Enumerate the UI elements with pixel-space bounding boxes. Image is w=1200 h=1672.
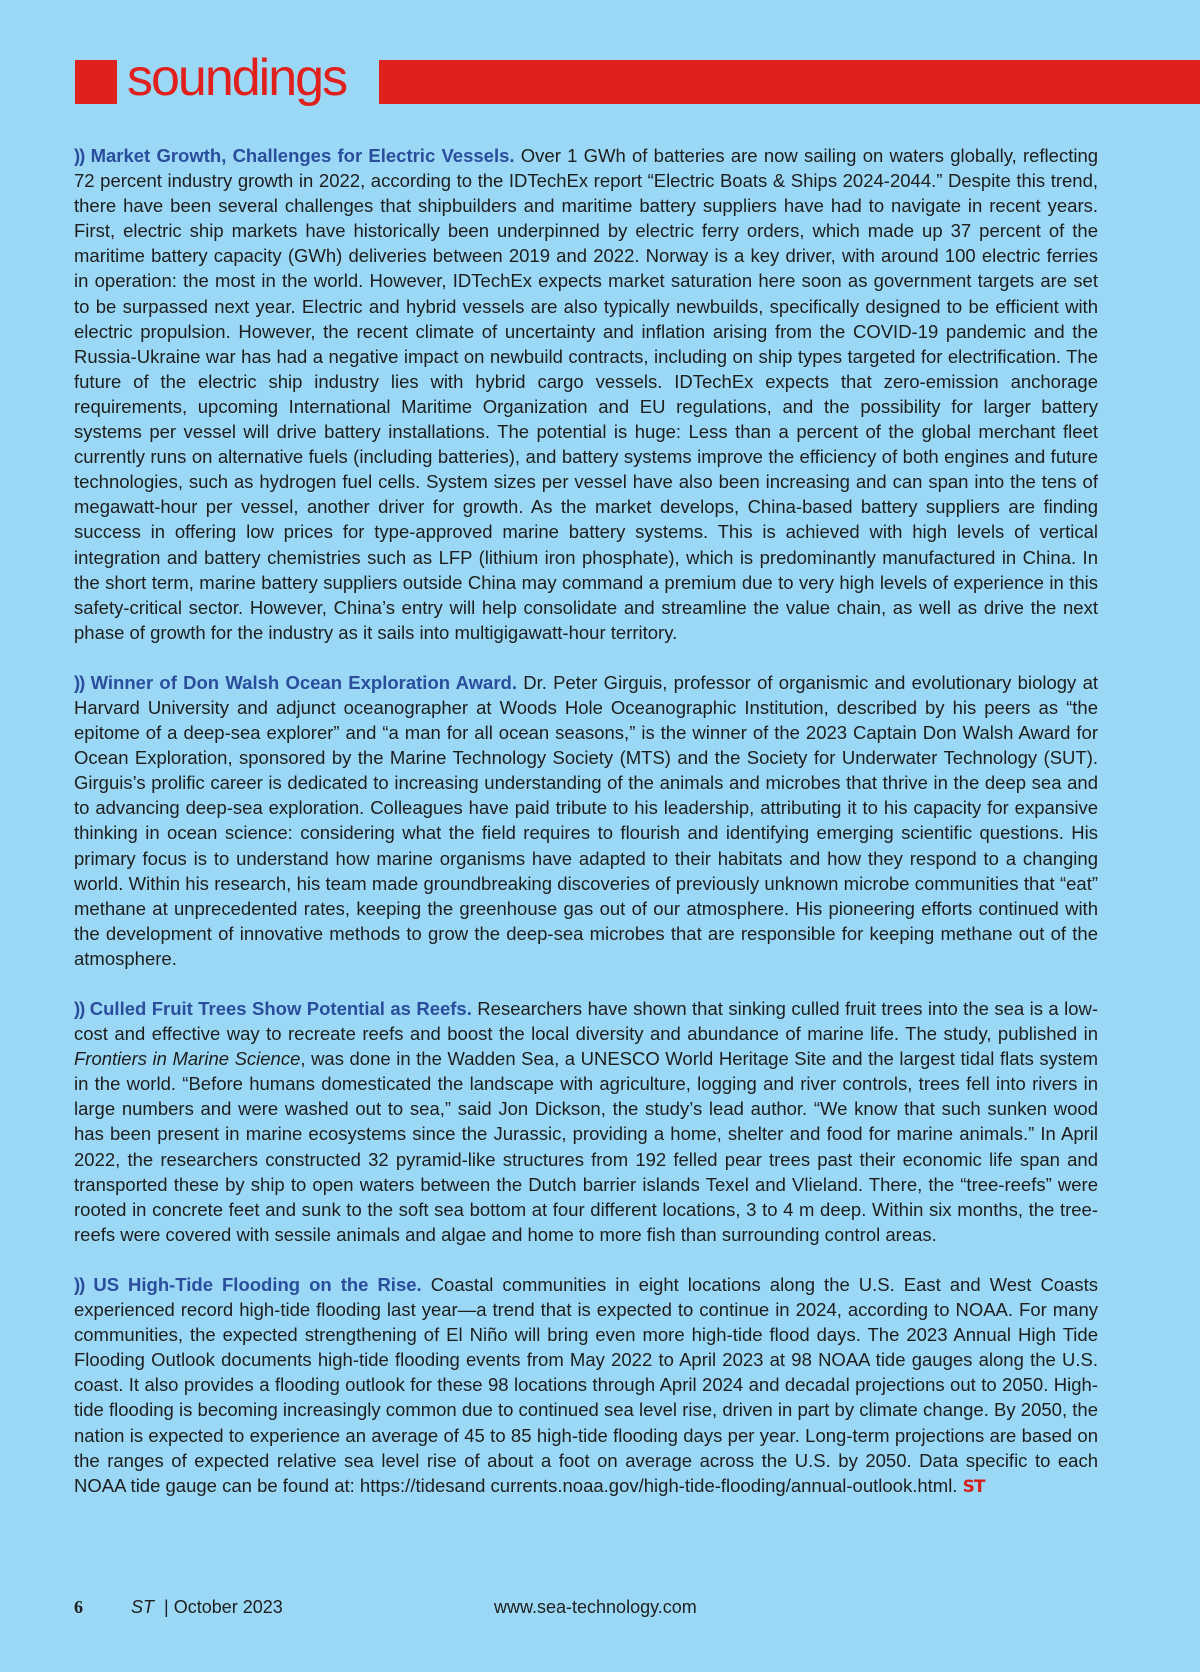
website-url: www.sea-technology.com [494, 1597, 697, 1617]
article-column [74, 143, 1098, 1525]
story-electric-vessels [74, 143, 1098, 645]
story-don-walsh-award [74, 670, 1098, 971]
story-headline: Winner of Don Walsh Ocean Exploration Award. [90, 671, 517, 693]
journal-title: Frontiers in Marine Science [74, 1048, 301, 1070]
page-footer [74, 1597, 1104, 1621]
story-headline: Market Growth, Challenges for Electric Vessels. [90, 145, 515, 166]
issue-info [131, 1597, 283, 1618]
publication-abbr: ST [131, 1597, 155, 1617]
end-of-article-mark: ST [962, 1476, 985, 1497]
story-fruit-tree-reefs [74, 996, 1098, 1247]
section-header [75, 49, 1200, 110]
page-number: 6 [74, 1597, 83, 1617]
story-text: Dr. Peter Girguis, professor of organismic and evolutionary biology at Harvard University and adjunct oceanographer at Woods Hole Oceanographic Institution, described by his peers as “the epitome of a deep-sea explorer” and “a man for all ocean seasons,” is the winner of the 2023 Captain Don Walsh Award for Ocean Exploration, sponsored by the Marine Technology Society (MTS) and the Society for Underwater Technology (SUT). Girguis’s prolific career is dedicated to increasing understanding of the animals and microbes that thrive in the deep sea and to advancing deep-sea exploration. Colleagues have paid tribute to his leadership, attributing it to his capacity for expansive thinking in ocean science: considering what the field requires to flourish and identifying emerging scientific questions. His primary focus is to understand how marine organisms have adapted to their habitats and how they respond to a changing world. Within his research, his team made groundbreaking discoveries of previously unknown microbe communities that “eat” methane at unprecedented rates, keeping the greenhouse gas out of our atmosphere. His pioneering efforts continued with the development of innovative methods to grow the deep-sea microbes that are responsible for keeping methane out of the atmosphere. [74, 671, 1099, 969]
section-title: soundings [127, 49, 347, 107]
chevron-marker-icon: )) [74, 998, 85, 1019]
story-headline: US High-Tide Flooding on the Rise. [93, 1273, 422, 1295]
story-headline: Culled Fruit Trees Show Potential as Reefs. [89, 998, 472, 1019]
header-red-square [75, 60, 117, 104]
issue-date: | October 2023 [164, 1597, 283, 1617]
chevron-marker-icon: )) [74, 671, 85, 693]
story-text: Coastal communities in eight locations along the U.S. East and West Coasts experienced record high-tide flooding last year—a trend that is expected to continue in 2024, according to NOAA. For many communities, the expected strengthening of El Niño will bring even more high-tide flood days. The 2023 Annual High Tide Flooding Outlook documents high-tide flooding events from May 2022 to April 2023 at 98 NOAA tide gauges along the U.S. coast. It also provides a flooding outlook for these 98 locations through April 2024 and decadal projections out to 2050. High-tide flooding is becoming increasingly common due to continued sea level rise, driven in part by climate change. By 2050, the nation is expected to experience an average of 45 to 85 high-tide flooding days per year. Long-term projections are based on the ranges of expected relative sea level rise of about a foot on average across the U.S. by 2050. Data specific to each NOAA tide gauge can be found at: https://tidesand currents.noaa.gov/high-tide-flooding/annual-outlook.html. [74, 1273, 1099, 1496]
chevron-marker-icon: )) [74, 1273, 85, 1295]
story-text: Over 1 GWh of batteries are now sailing on waters globally, reflecting 72 percent industry growth in 2022, according to the IDTechEx report “Electric Boats & Ships 2024-2044.” Despite this trend, there have been several challenges that shipbuilders and maritime battery suppliers have had to navigate in recent years. First, electric ship markets have historically been underpinned by electric ferry orders, which made up 37 percent of the maritime battery capacity (GWh) deliveries between 2019 and 2022. Norway is a key driver, with around 100 electric ferries in operation: the most in the world. However, IDTechEx expects market saturation here soon as government targets are set to be surpassed next year. Electric and hybrid vessels are also typically newbuilds, specifically designed to be efficient with electric propulsion. However, the recent climate of uncertainty and inflation arising from the COVID-19 pandemic and the Russia-Ukraine war has had a negative impact on newbuild contracts, including on ship types targeted for electrification. The future of the electric ship industry lies with hybrid cargo vessels. IDTechEx expects that zero-emission anchorage requirements, upcoming International Maritime Organization and EU regulations, and the possibility for larger battery systems per vessel will drive battery installations. The potential is huge: Less than a percent of the global merchant fleet currently runs on alternative fuels (including batteries), and battery systems improve the efficiency of both engines and future technologies, such as hydrogen fuel cells. System sizes per vessel have also been increasing and can span into the tens of megawatt-hour per vessel, another driver for growth. As the market develops, China-based battery suppliers are finding success in offering low prices for type-approved marine battery systems. This is achieved with high levels of vertical integration and battery chemistries such as LFP (lithium iron phosphate), which is predominantly manufactured in China. In the short term, marine battery suppliers outside China may command a premium due to very high levels of experience in this safety-critical sector. However, China’s entry will help consolidate and streamline the value chain, as well as drive the next phase of growth for the industry as it sails into multigigawatt-hour territory. [74, 145, 1099, 643]
chevron-marker-icon: )) [74, 145, 85, 166]
story-high-tide-flooding [74, 1272, 1098, 1500]
story-text: Researchers have shown that sinking culled fruit trees into the sea is a low-cost and effective way to recreate reefs and boost the local diversity and abundance of marine life. The study, published in [74, 998, 1099, 1045]
story-text-continued: , was done in the Wadden Sea, a UNESCO World Heritage Site and the largest tidal flats system in the world. “Before humans domesticated the landscape with agriculture, logging and river controls, trees fell into rivers in large numbers and were washed out to sea,” said Jon Dickson, the study’s lead author. “We know that such sunken wood has been present in marine ecosystems since the Jurassic, providing a home, shelter and food for marine animals.” In April 2022, the researchers constructed 32 pyramid-like structures from 192 felled pear trees past their economic life span and transported these by ship to open waters between the Dutch barrier islands Texel and Vlieland. There, the “tree-reefs” were rooted in concrete feet and sunk to the soft sea bottom at four different locations, 3 to 4 m deep. Within six months, the tree-reefs were covered with sessile animals and algae and home to more fish than surrounding control areas. [74, 1048, 1099, 1245]
header-red-bar [379, 60, 1200, 104]
